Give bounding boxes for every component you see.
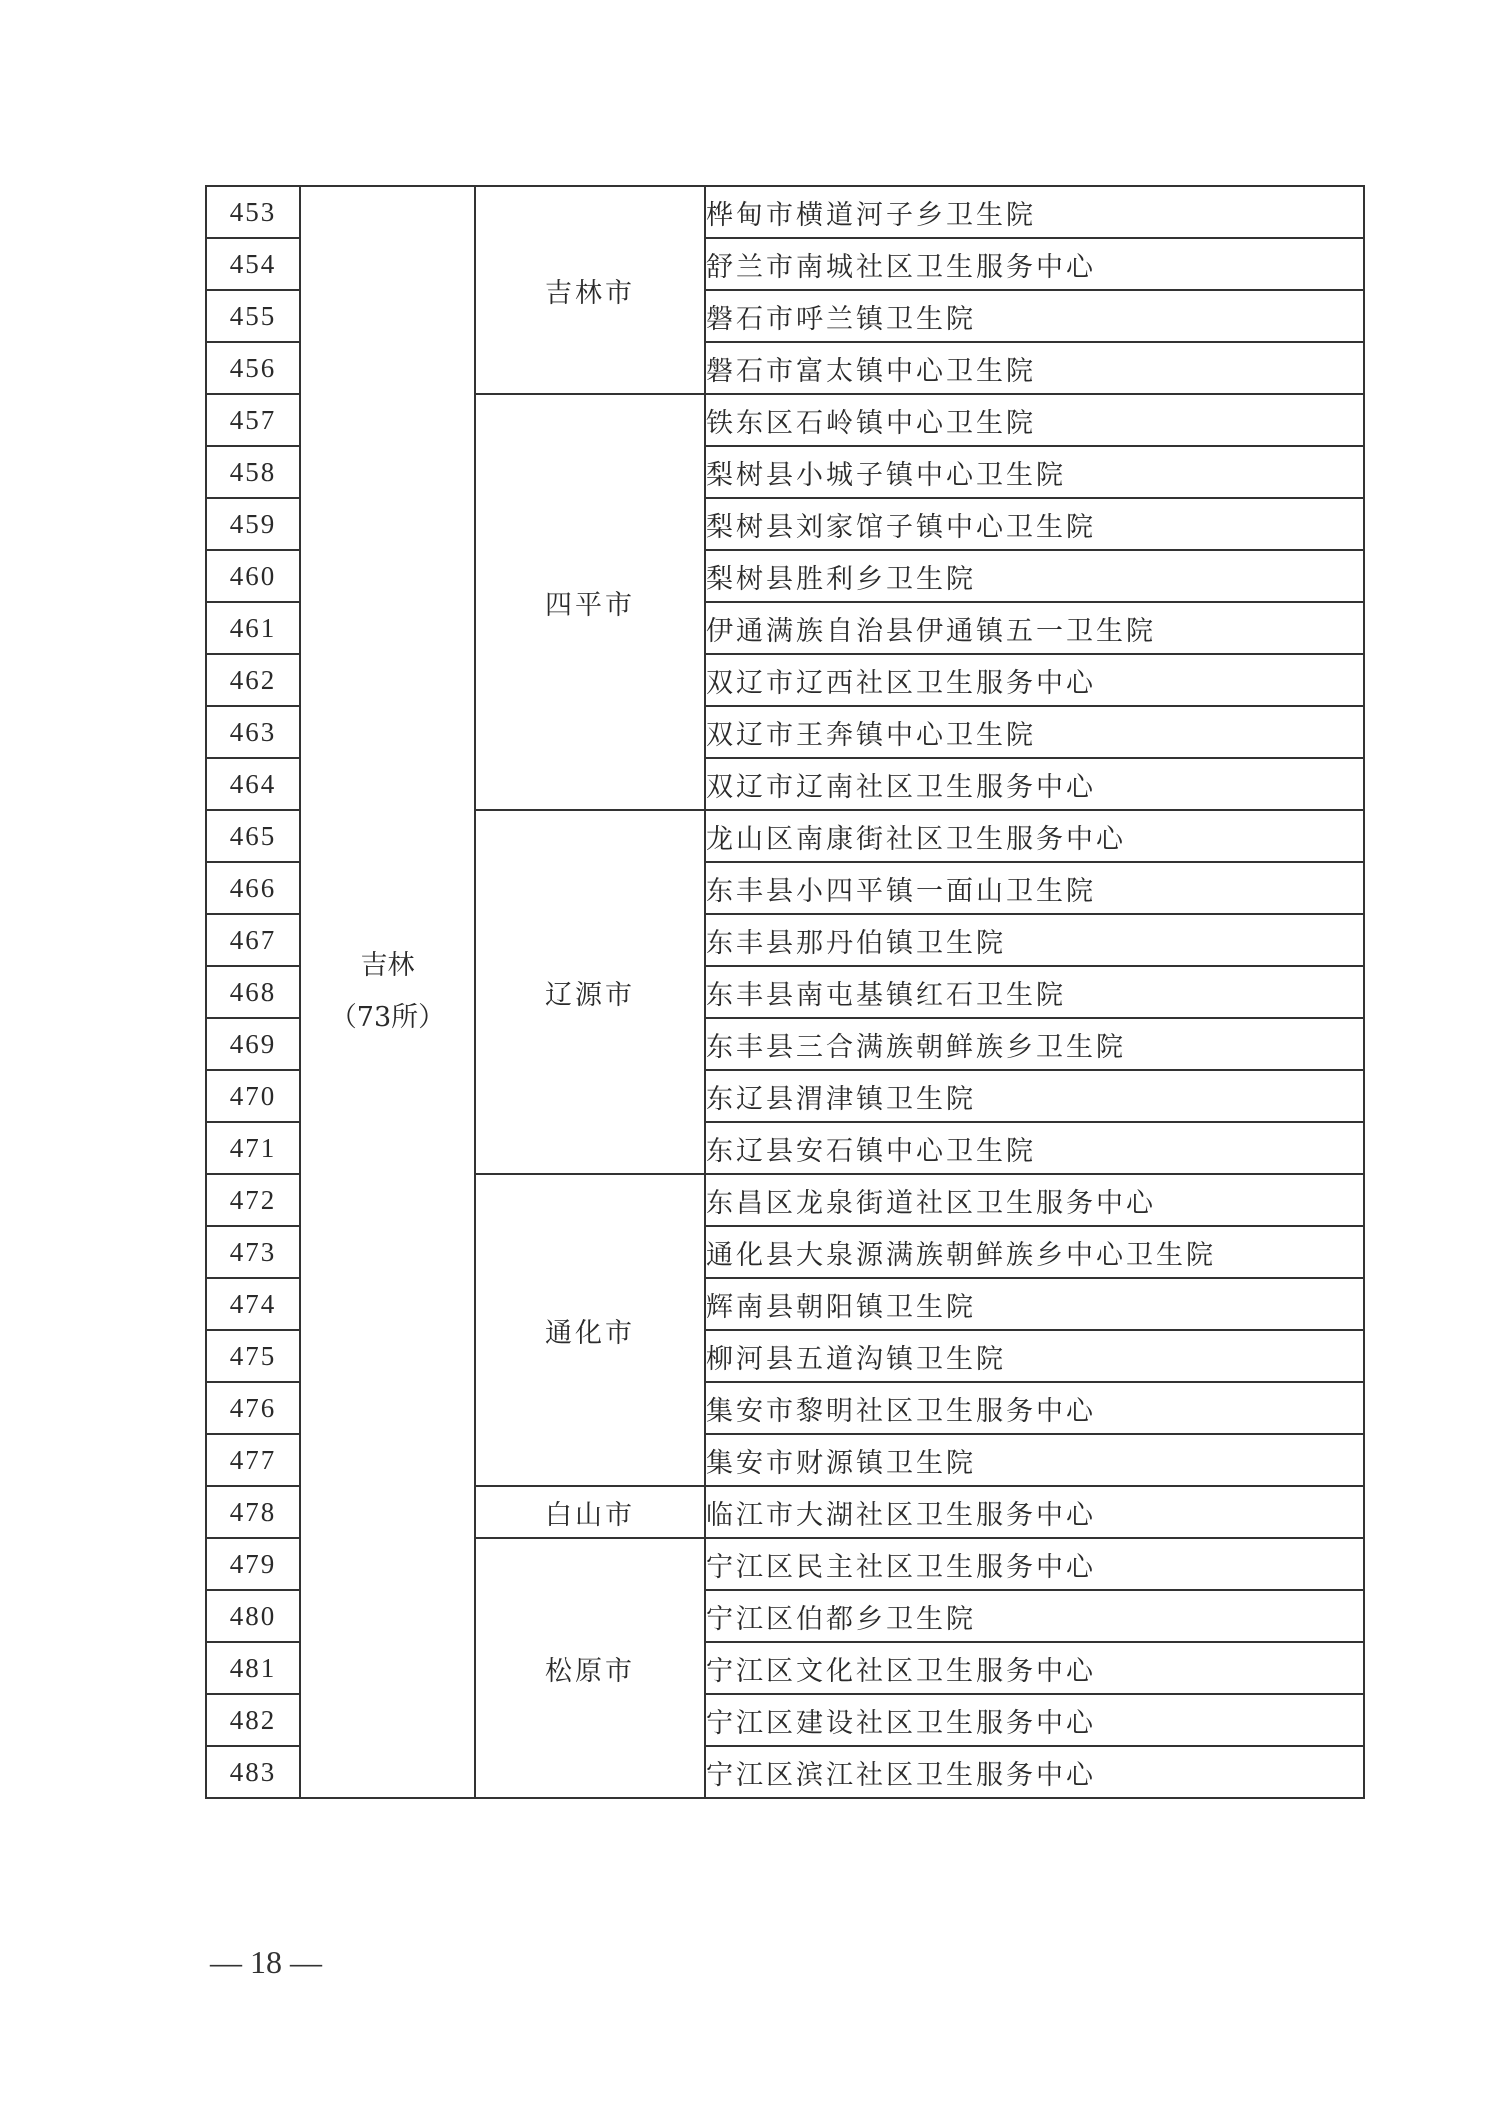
row-number: 471 <box>206 1122 300 1174</box>
institution-name: 东昌区龙泉街道社区卫生服务中心 <box>705 1174 1364 1226</box>
institution-name: 柳河县五道沟镇卫生院 <box>705 1330 1364 1382</box>
city-cell: 松原市 <box>475 1538 705 1798</box>
city-cell: 白山市 <box>475 1486 705 1538</box>
province-name: 吉林 <box>360 950 415 981</box>
row-number: 480 <box>206 1590 300 1642</box>
row-number: 473 <box>206 1226 300 1278</box>
institution-name: 临江市大湖社区卫生服务中心 <box>705 1486 1364 1538</box>
row-number: 467 <box>206 914 300 966</box>
row-number: 456 <box>206 342 300 394</box>
row-number: 459 <box>206 498 300 550</box>
institution-name: 梨树县小城子镇中心卫生院 <box>705 446 1364 498</box>
institution-name: 舒兰市南城社区卫生服务中心 <box>705 238 1364 290</box>
institution-name: 辉南县朝阳镇卫生院 <box>705 1278 1364 1330</box>
institution-name: 通化县大泉源满族朝鲜族乡中心卫生院 <box>705 1226 1364 1278</box>
row-number: 461 <box>206 602 300 654</box>
row-number: 482 <box>206 1694 300 1746</box>
row-number: 453 <box>206 186 300 238</box>
page-number: 18 <box>250 1944 282 1980</box>
institution-name: 双辽市辽南社区卫生服务中心 <box>705 758 1364 810</box>
city-cell: 辽源市 <box>475 810 705 1174</box>
institution-name: 铁东区石岭镇中心卫生院 <box>705 394 1364 446</box>
row-number: 479 <box>206 1538 300 1590</box>
row-number: 463 <box>206 706 300 758</box>
institution-name: 梨树县刘家馆子镇中心卫生院 <box>705 498 1364 550</box>
institution-name: 宁江区民主社区卫生服务中心 <box>705 1538 1364 1590</box>
institution-name: 伊通满族自治县伊通镇五一卫生院 <box>705 602 1364 654</box>
table-row <box>206 186 1364 238</box>
row-number: 469 <box>206 1018 300 1070</box>
institution-name: 磐石市呼兰镇卫生院 <box>705 290 1364 342</box>
row-number: 460 <box>206 550 300 602</box>
institution-name: 宁江区建设社区卫生服务中心 <box>705 1694 1364 1746</box>
city-cell: 吉林市 <box>475 186 705 394</box>
city-cell: 通化市 <box>475 1174 705 1486</box>
row-number: 475 <box>206 1330 300 1382</box>
row-number: 483 <box>206 1746 300 1798</box>
institution-table <box>205 185 1365 1799</box>
institution-name: 集安市财源镇卫生院 <box>705 1434 1364 1486</box>
institution-name: 东丰县那丹伯镇卫生院 <box>705 914 1364 966</box>
institution-name: 宁江区滨江社区卫生服务中心 <box>705 1746 1364 1798</box>
row-number: 474 <box>206 1278 300 1330</box>
row-number: 465 <box>206 810 300 862</box>
row-number: 476 <box>206 1382 300 1434</box>
institution-name: 东丰县南屯基镇红石卫生院 <box>705 966 1364 1018</box>
row-number: 458 <box>206 446 300 498</box>
row-number: 454 <box>206 238 300 290</box>
row-number: 472 <box>206 1174 300 1226</box>
institution-name: 龙山区南康街社区卫生服务中心 <box>705 810 1364 862</box>
institution-name: 双辽市王奔镇中心卫生院 <box>705 706 1364 758</box>
row-number: 462 <box>206 654 300 706</box>
institution-name: 梨树县胜利乡卫生院 <box>705 550 1364 602</box>
institution-name: 磐石市富太镇中心卫生院 <box>705 342 1364 394</box>
institution-name: 东辽县渭津镇卫生院 <box>705 1070 1364 1122</box>
institution-name: 东丰县三合满族朝鲜族乡卫生院 <box>705 1018 1364 1070</box>
institution-name: 桦甸市横道河子乡卫生院 <box>705 186 1364 238</box>
page-footer: — 18 — <box>210 1944 322 1980</box>
institution-name: 双辽市辽西社区卫生服务中心 <box>705 654 1364 706</box>
row-number: 466 <box>206 862 300 914</box>
row-number: 481 <box>206 1642 300 1694</box>
institution-name: 集安市黎明社区卫生服务中心 <box>705 1382 1364 1434</box>
institution-name: 东丰县小四平镇一面山卫生院 <box>705 862 1364 914</box>
row-number: 468 <box>206 966 300 1018</box>
row-number: 455 <box>206 290 300 342</box>
row-number: 477 <box>206 1434 300 1486</box>
row-number: 464 <box>206 758 300 810</box>
province-cell <box>300 186 475 1798</box>
city-cell: 四平市 <box>475 394 705 810</box>
row-number: 478 <box>206 1486 300 1538</box>
institution-name: 宁江区文化社区卫生服务中心 <box>705 1642 1364 1694</box>
row-number: 457 <box>206 394 300 446</box>
institution-name: 宁江区伯都乡卫生院 <box>705 1590 1364 1642</box>
row-number: 470 <box>206 1070 300 1122</box>
institution-name: 东辽县安石镇中心卫生院 <box>705 1122 1364 1174</box>
province-count: （73所） <box>329 1002 446 1033</box>
